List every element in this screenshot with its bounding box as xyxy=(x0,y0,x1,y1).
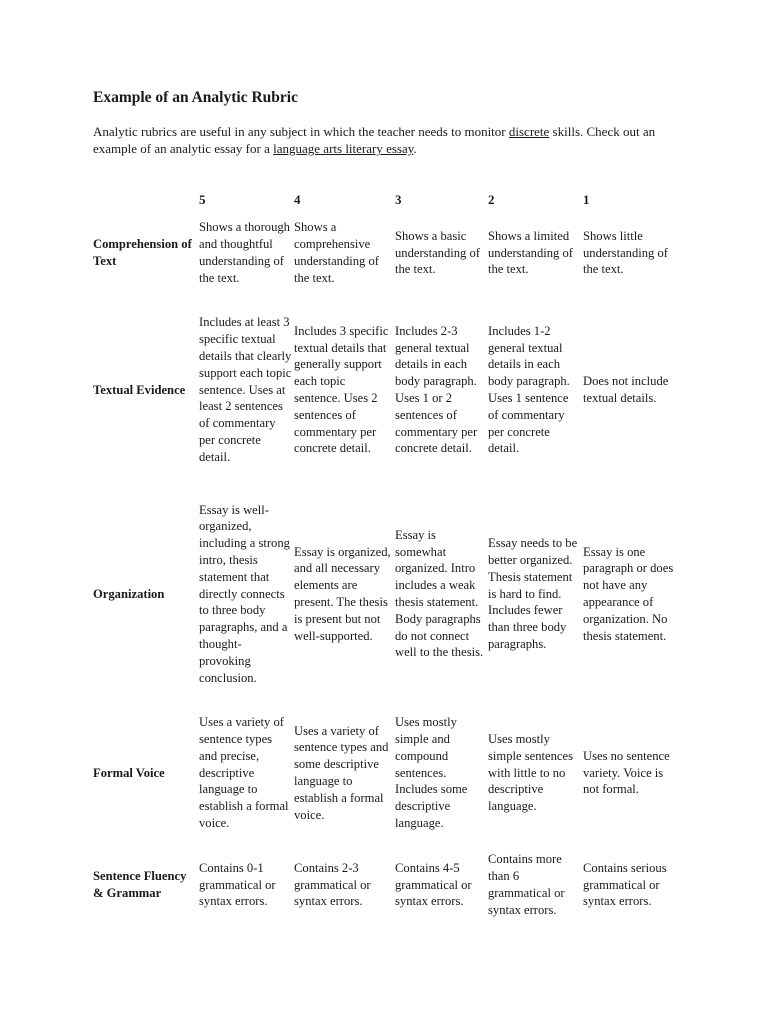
rubric-cell: Uses a variety of sentence types and precise, descriptive language to establish a formal voice. xyxy=(199,715,289,830)
rubric-cell: Essay is one paragraph or does not have any appearance of organization. No thesis statement. xyxy=(583,544,674,643)
rubric-cell: Essay is well-organized, including a strong intro, thesis statement that directly connects to three body paragraphs, and a thought-provoking conclusion. xyxy=(199,502,290,685)
header-score-5: 5 xyxy=(199,191,206,207)
rubric-cell: Uses mostly simple sentences with little to no descriptive language. xyxy=(488,732,573,814)
rubric-row-sentence-fluency xyxy=(93,842,678,928)
header-criterion xyxy=(93,190,199,210)
rubric-row-comprehension xyxy=(93,210,678,296)
rubric-row-organization xyxy=(93,484,678,704)
discrete-link[interactable]: discrete xyxy=(508,124,550,139)
header-score-1: 1 xyxy=(583,191,590,207)
rubric-cell: Uses no sentence variety. Voice is not formal. xyxy=(583,748,670,797)
rubric-cell: Includes 1-2 general textual details in each body paragraph. Uses 1 sentence of commentary per concrete detail. xyxy=(488,323,570,456)
rubric-cell: Shows a comprehensive understanding of the text. xyxy=(294,220,379,285)
header-score-3: 3 xyxy=(395,191,402,207)
criterion-label: Formal Voice xyxy=(93,765,165,780)
rubric-cell: Contains 2-3 grammatical or syntax errors. xyxy=(294,860,371,909)
intro-text-3: . xyxy=(413,141,417,156)
criterion-label: Textual Evidence xyxy=(93,382,186,397)
criterion-label: Organization xyxy=(93,586,165,601)
rubric-cell: Contains 0-1 grammatical or syntax errors. xyxy=(199,860,276,909)
rubric-cell: Contains more than 6 grammatical or syntax errors. xyxy=(488,852,565,917)
rubric-cell: Does not include textual details. xyxy=(583,374,669,405)
rubric-cell: Essay is somewhat organized. Intro includes a weak thesis statement. Body paragraphs do not connect well to the thesis. xyxy=(395,527,484,660)
criterion-label: Sentence Fluency & Grammar xyxy=(93,869,187,900)
header-score-2: 2 xyxy=(488,191,495,207)
rubric-cell: Contains serious grammatical or syntax errors. xyxy=(583,860,667,909)
intro-text-1: Analytic rubrics are useful in any subject in which the teacher needs to monitor xyxy=(93,124,509,139)
header-score-4: 4 xyxy=(294,191,301,207)
rubric-cell: Shows little understanding of the text. xyxy=(583,228,668,277)
rubric-cell: Shows a limited understanding of the text. xyxy=(488,228,573,277)
rubric-cell: Contains 4-5 grammatical or syntax errors. xyxy=(395,860,472,909)
intro-text-2: skills. Check out an example of an analytic essay for a xyxy=(93,124,656,156)
rubric-row-textual-evidence xyxy=(93,296,678,484)
rubric-cell: Uses mostly simple and compound sentences. Includes some descriptive language. xyxy=(395,715,468,830)
rubric-row-formal-voice xyxy=(93,704,678,842)
rubric-cell: Includes 2-3 general textual details in each body paragraph. Uses 1 or 2 sentences of commentary per concrete detail. xyxy=(395,323,478,456)
rubric-table xyxy=(93,190,678,928)
rubric-cell: Shows a basic understanding of the text. xyxy=(395,228,480,277)
rubric-cell: Includes 3 specific textual details that generally support each topic sentence. Uses 2 sentences of commentary per concrete detail. xyxy=(294,323,389,456)
rubric-cell: Shows a thorough and thoughtful understanding of the text. xyxy=(199,220,290,285)
rubric-cell: Essay is organized, and all necessary elements are present. The thesis is present but not well-supported. xyxy=(294,544,391,643)
rubric-header-row xyxy=(93,190,678,210)
rubric-cell: Includes at least 3 specific textual details that clearly support each topic sentence. Uses at least 2 sentences of commentary per concrete detail. xyxy=(199,315,292,464)
rubric-cell: Uses a variety of sentence types and some descriptive language to establish a formal voice. xyxy=(294,723,389,822)
criterion-label: Comprehension of Text xyxy=(93,237,192,268)
page-title: Example of an Analytic Rubric xyxy=(93,89,298,106)
intro-paragraph xyxy=(93,123,683,157)
literary-essay-link[interactable]: language arts literary essay xyxy=(273,141,414,156)
rubric-cell: Essay needs to be better organized. Thesis statement is hard to find. Includes fewer than three body paragraphs. xyxy=(488,536,578,651)
